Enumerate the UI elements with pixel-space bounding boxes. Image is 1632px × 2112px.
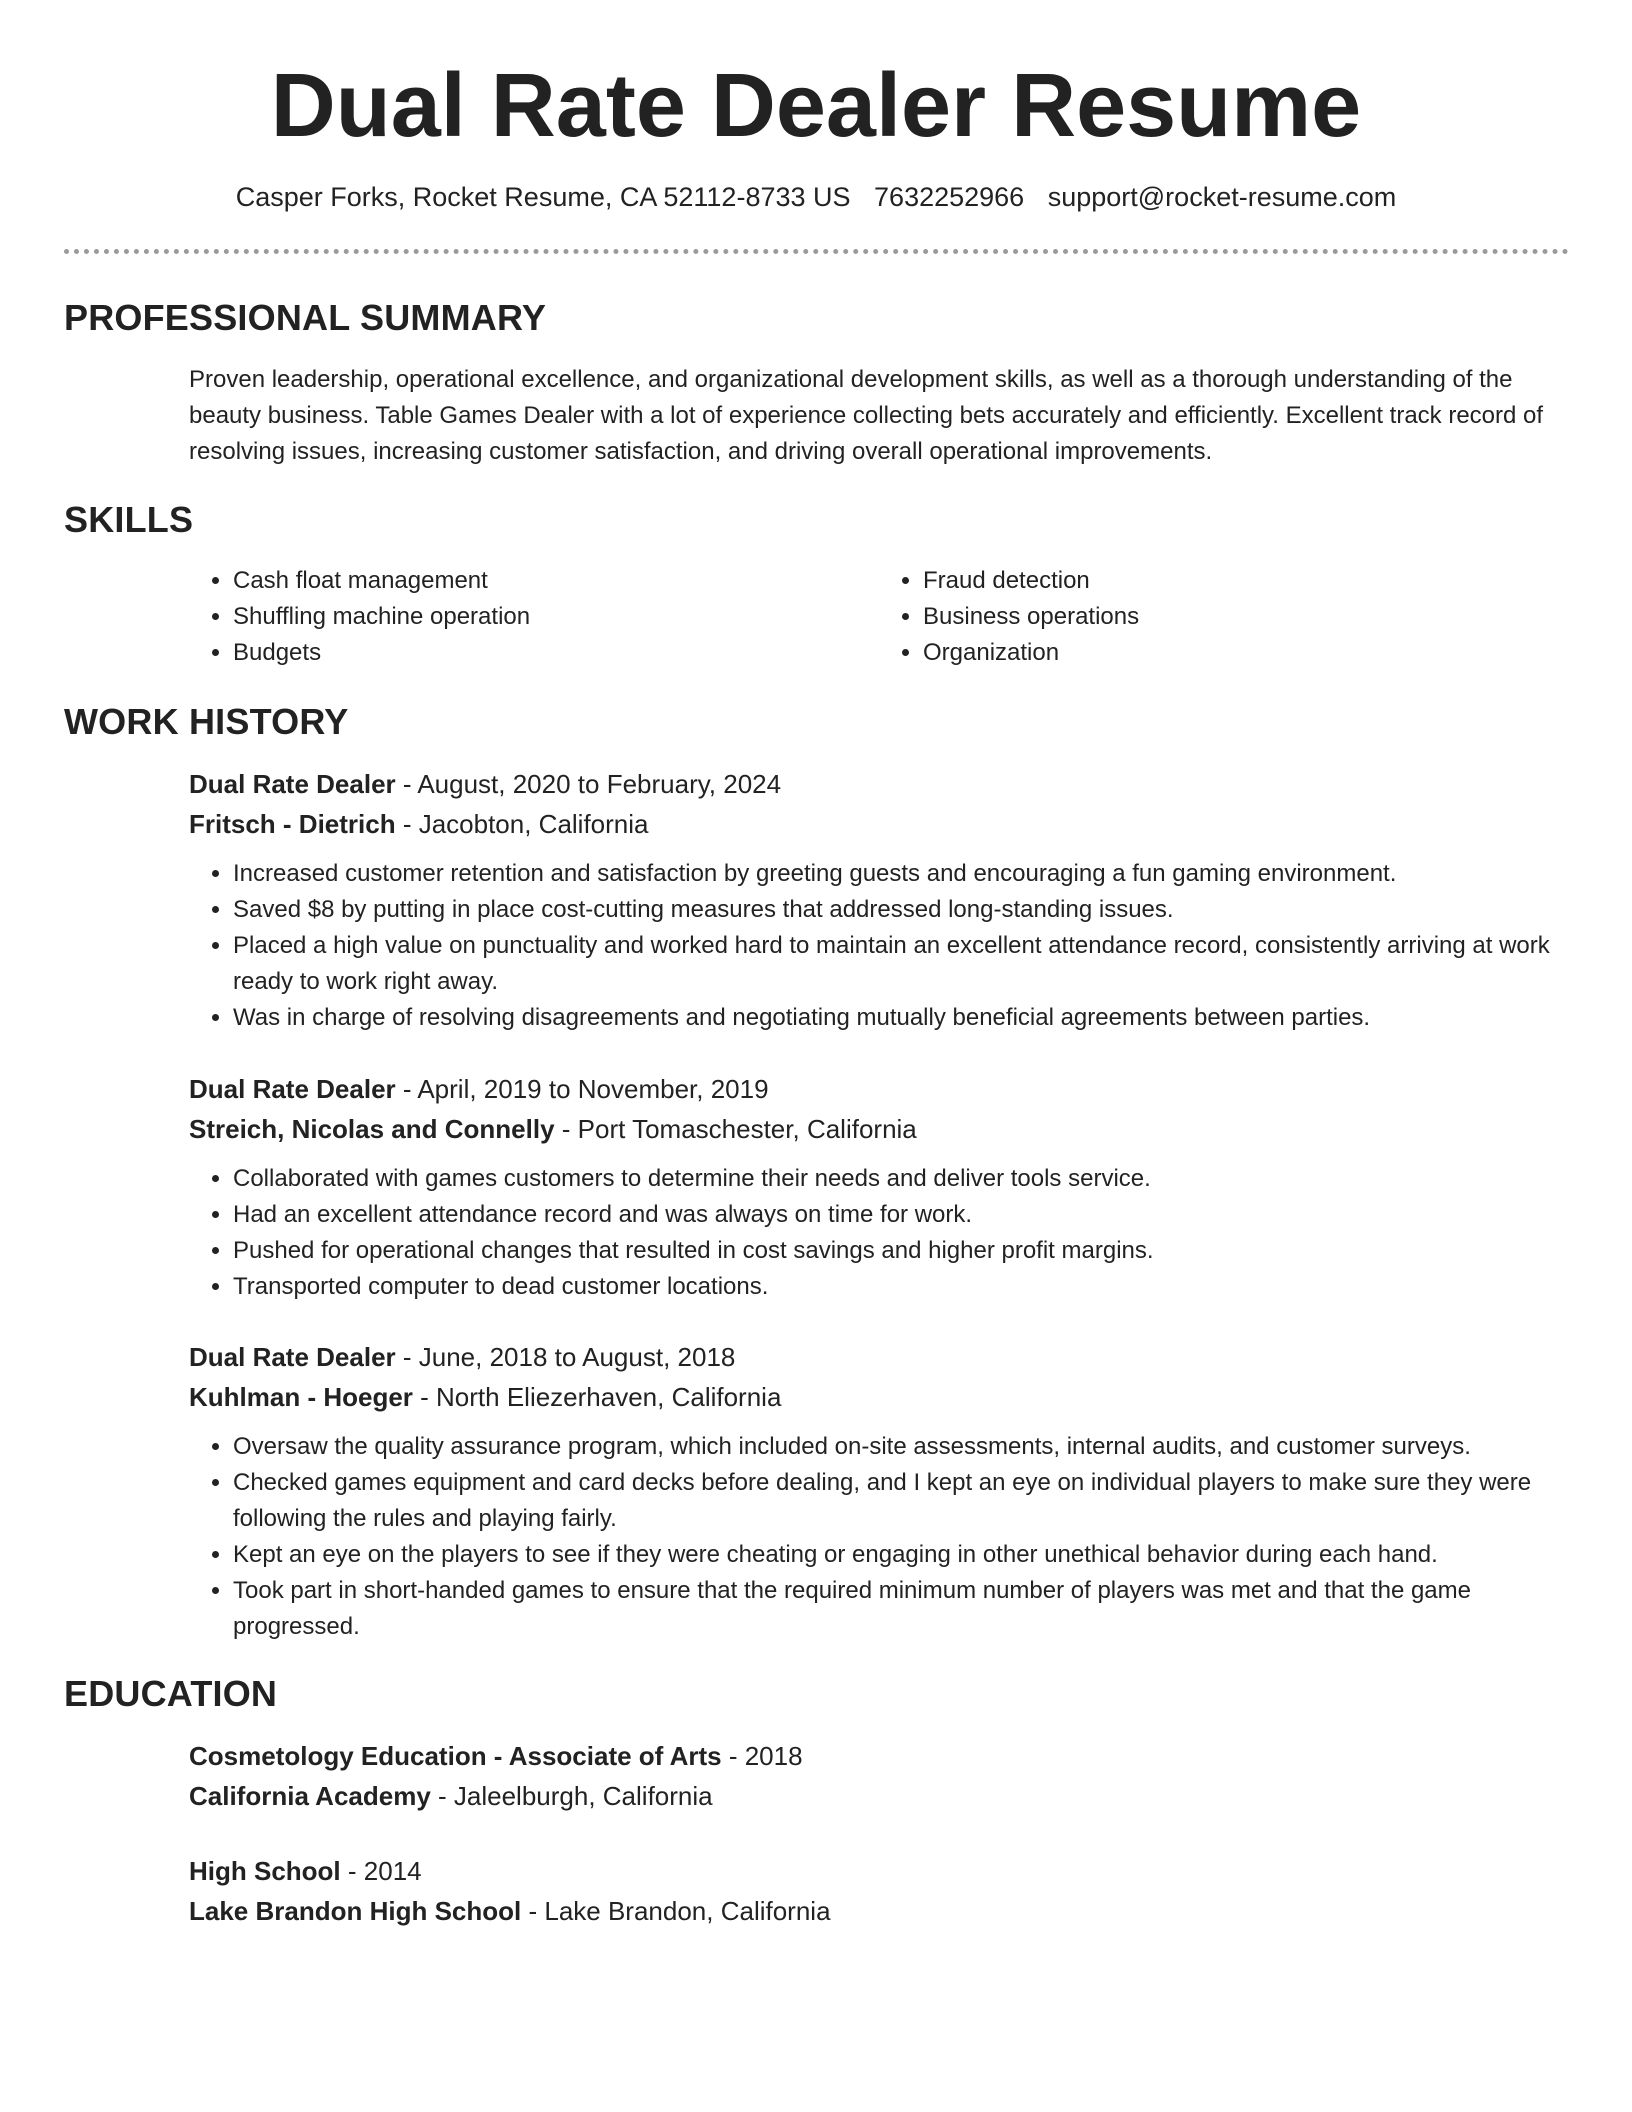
skills-body bbox=[189, 563, 1569, 671]
summary-section bbox=[64, 296, 1569, 340]
summary-body bbox=[189, 362, 1569, 470]
education-heading: EDUCATION bbox=[64, 1673, 278, 1714]
job-title-line bbox=[189, 1337, 1569, 1377]
job-bullet: • Transported computer to dead customer locations. bbox=[233, 1269, 1569, 1305]
resume-title: Dual Rate Dealer Resume bbox=[270, 56, 1362, 156]
skills-list-right bbox=[879, 563, 1569, 671]
contact-address: Casper Forks, Rocket Resume, CA 52112-8733 US bbox=[235, 182, 851, 212]
job-title: Dual Rate Dealer bbox=[189, 769, 396, 799]
job-bullet: • Collaborated with games customers to determine their needs and deliver tools service. bbox=[233, 1161, 1569, 1197]
education-entry bbox=[189, 1736, 1569, 1816]
job-company: Kuhlman - Hoeger bbox=[189, 1382, 413, 1412]
skill-item: • Cash float management bbox=[233, 563, 879, 599]
summary-text: Proven leadership, operational excellence, and organizational development skills, as well as a thorough understanding of the beauty business. Table Games Dealer with a lot of experience collecting bets accurately and efficiently. Excellent track record of resolving issues, increasing customer satisfaction, and driving overall operational improvements. bbox=[189, 366, 1544, 465]
skill-item: • Shuffling machine operation bbox=[233, 599, 879, 635]
job-bullet: • Oversaw the quality assurance program, which included on-site assessments, internal audits, and customer surveys. bbox=[233, 1429, 1569, 1465]
job-company: Streich, Nicolas and Connelly bbox=[189, 1114, 555, 1144]
work-section bbox=[64, 700, 1569, 744]
edu-degree: Cosmetology Education - Associate of Arts bbox=[189, 1741, 722, 1771]
job-bullets bbox=[189, 1429, 1569, 1645]
edu-school: California Academy bbox=[189, 1781, 431, 1811]
skill-item: • Fraud detection bbox=[923, 563, 1569, 599]
job-company-line bbox=[189, 1109, 1569, 1149]
edu-school: Lake Brandon High School bbox=[189, 1896, 522, 1926]
edu-location: - Jaleelburgh, California bbox=[430, 1781, 713, 1811]
job-dates: - June, 2018 to August, 2018 bbox=[395, 1342, 736, 1372]
edu-degree-line bbox=[189, 1851, 1569, 1891]
job-title: Dual Rate Dealer bbox=[189, 1074, 396, 1104]
work-heading: WORK HISTORY bbox=[64, 701, 349, 742]
job-location: - Jacobton, California bbox=[395, 809, 649, 839]
education-entry bbox=[189, 1851, 1569, 1931]
edu-degree: High School bbox=[189, 1856, 341, 1886]
job-company: Fritsch - Dietrich bbox=[189, 809, 396, 839]
contact-phone: 7632252966 bbox=[874, 182, 1025, 212]
job-bullet: • Placed a high value on punctuality and worked hard to maintain an excellent attendance record, consistently arriving at work ready to work right away. bbox=[233, 928, 1569, 1000]
job-bullets bbox=[189, 856, 1569, 1036]
job-bullet: • Took part in short-handed games to ensure that the required minimum number of players was met and that the game progressed. bbox=[233, 1573, 1569, 1645]
job-entry bbox=[189, 764, 1569, 1036]
skills-list-left bbox=[189, 563, 879, 671]
job-bullet: • Pushed for operational changes that resulted in cost savings and higher profit margins. bbox=[233, 1233, 1569, 1269]
job-bullet: • Saved $8 by putting in place cost-cutting measures that addressed long-standing issues. bbox=[233, 892, 1569, 928]
edu-year: - 2018 bbox=[721, 1741, 803, 1771]
job-bullet: • Was in charge of resolving disagreements and negotiating mutually beneficial agreements between parties. bbox=[233, 1000, 1569, 1036]
job-title-line bbox=[189, 764, 1569, 804]
edu-school-line bbox=[189, 1891, 1569, 1931]
job-location: - North Eliezerhaven, California bbox=[412, 1382, 782, 1412]
job-title: Dual Rate Dealer bbox=[189, 1342, 396, 1372]
job-title-line bbox=[189, 1069, 1569, 1109]
skill-item: • Business operations bbox=[923, 599, 1569, 635]
job-bullet: • Kept an eye on the players to see if they were cheating or engaging in other unethical behavior during each hand. bbox=[233, 1537, 1569, 1573]
skill-item: • Organization bbox=[923, 635, 1569, 671]
edu-school-line bbox=[189, 1776, 1569, 1816]
header-divider bbox=[64, 249, 1569, 254]
skill-item: • Budgets bbox=[233, 635, 879, 671]
job-dates: - April, 2019 to November, 2019 bbox=[395, 1074, 769, 1104]
skills-section bbox=[64, 498, 1569, 542]
job-entry bbox=[189, 1069, 1569, 1305]
skills-heading: SKILLS bbox=[64, 499, 194, 540]
job-company-line bbox=[189, 804, 1569, 844]
job-location: - Port Tomaschester, California bbox=[554, 1114, 917, 1144]
contact-email: support@rocket-resume.com bbox=[1047, 182, 1397, 212]
summary-heading: PROFESSIONAL SUMMARY bbox=[64, 297, 547, 338]
job-bullet: • Increased customer retention and satisfaction by greeting guests and encouraging a fun gaming environment. bbox=[233, 856, 1569, 892]
education-section bbox=[64, 1672, 1569, 1716]
job-company-line bbox=[189, 1377, 1569, 1417]
skills-grid bbox=[189, 563, 1569, 671]
job-bullet: • Had an excellent attendance record and was always on time for work. bbox=[233, 1197, 1569, 1233]
edu-degree-line bbox=[189, 1736, 1569, 1776]
contact-line bbox=[0, 180, 1632, 214]
job-entry bbox=[189, 1337, 1569, 1645]
job-bullets bbox=[189, 1161, 1569, 1305]
job-dates: - August, 2020 to February, 2024 bbox=[395, 769, 782, 799]
job-bullet: • Checked games equipment and card decks before dealing, and I kept an eye on individual players to make sure they were following the rules and playing fairly. bbox=[233, 1465, 1569, 1537]
edu-location: - Lake Brandon, California bbox=[521, 1896, 831, 1926]
edu-year: - 2014 bbox=[340, 1856, 422, 1886]
